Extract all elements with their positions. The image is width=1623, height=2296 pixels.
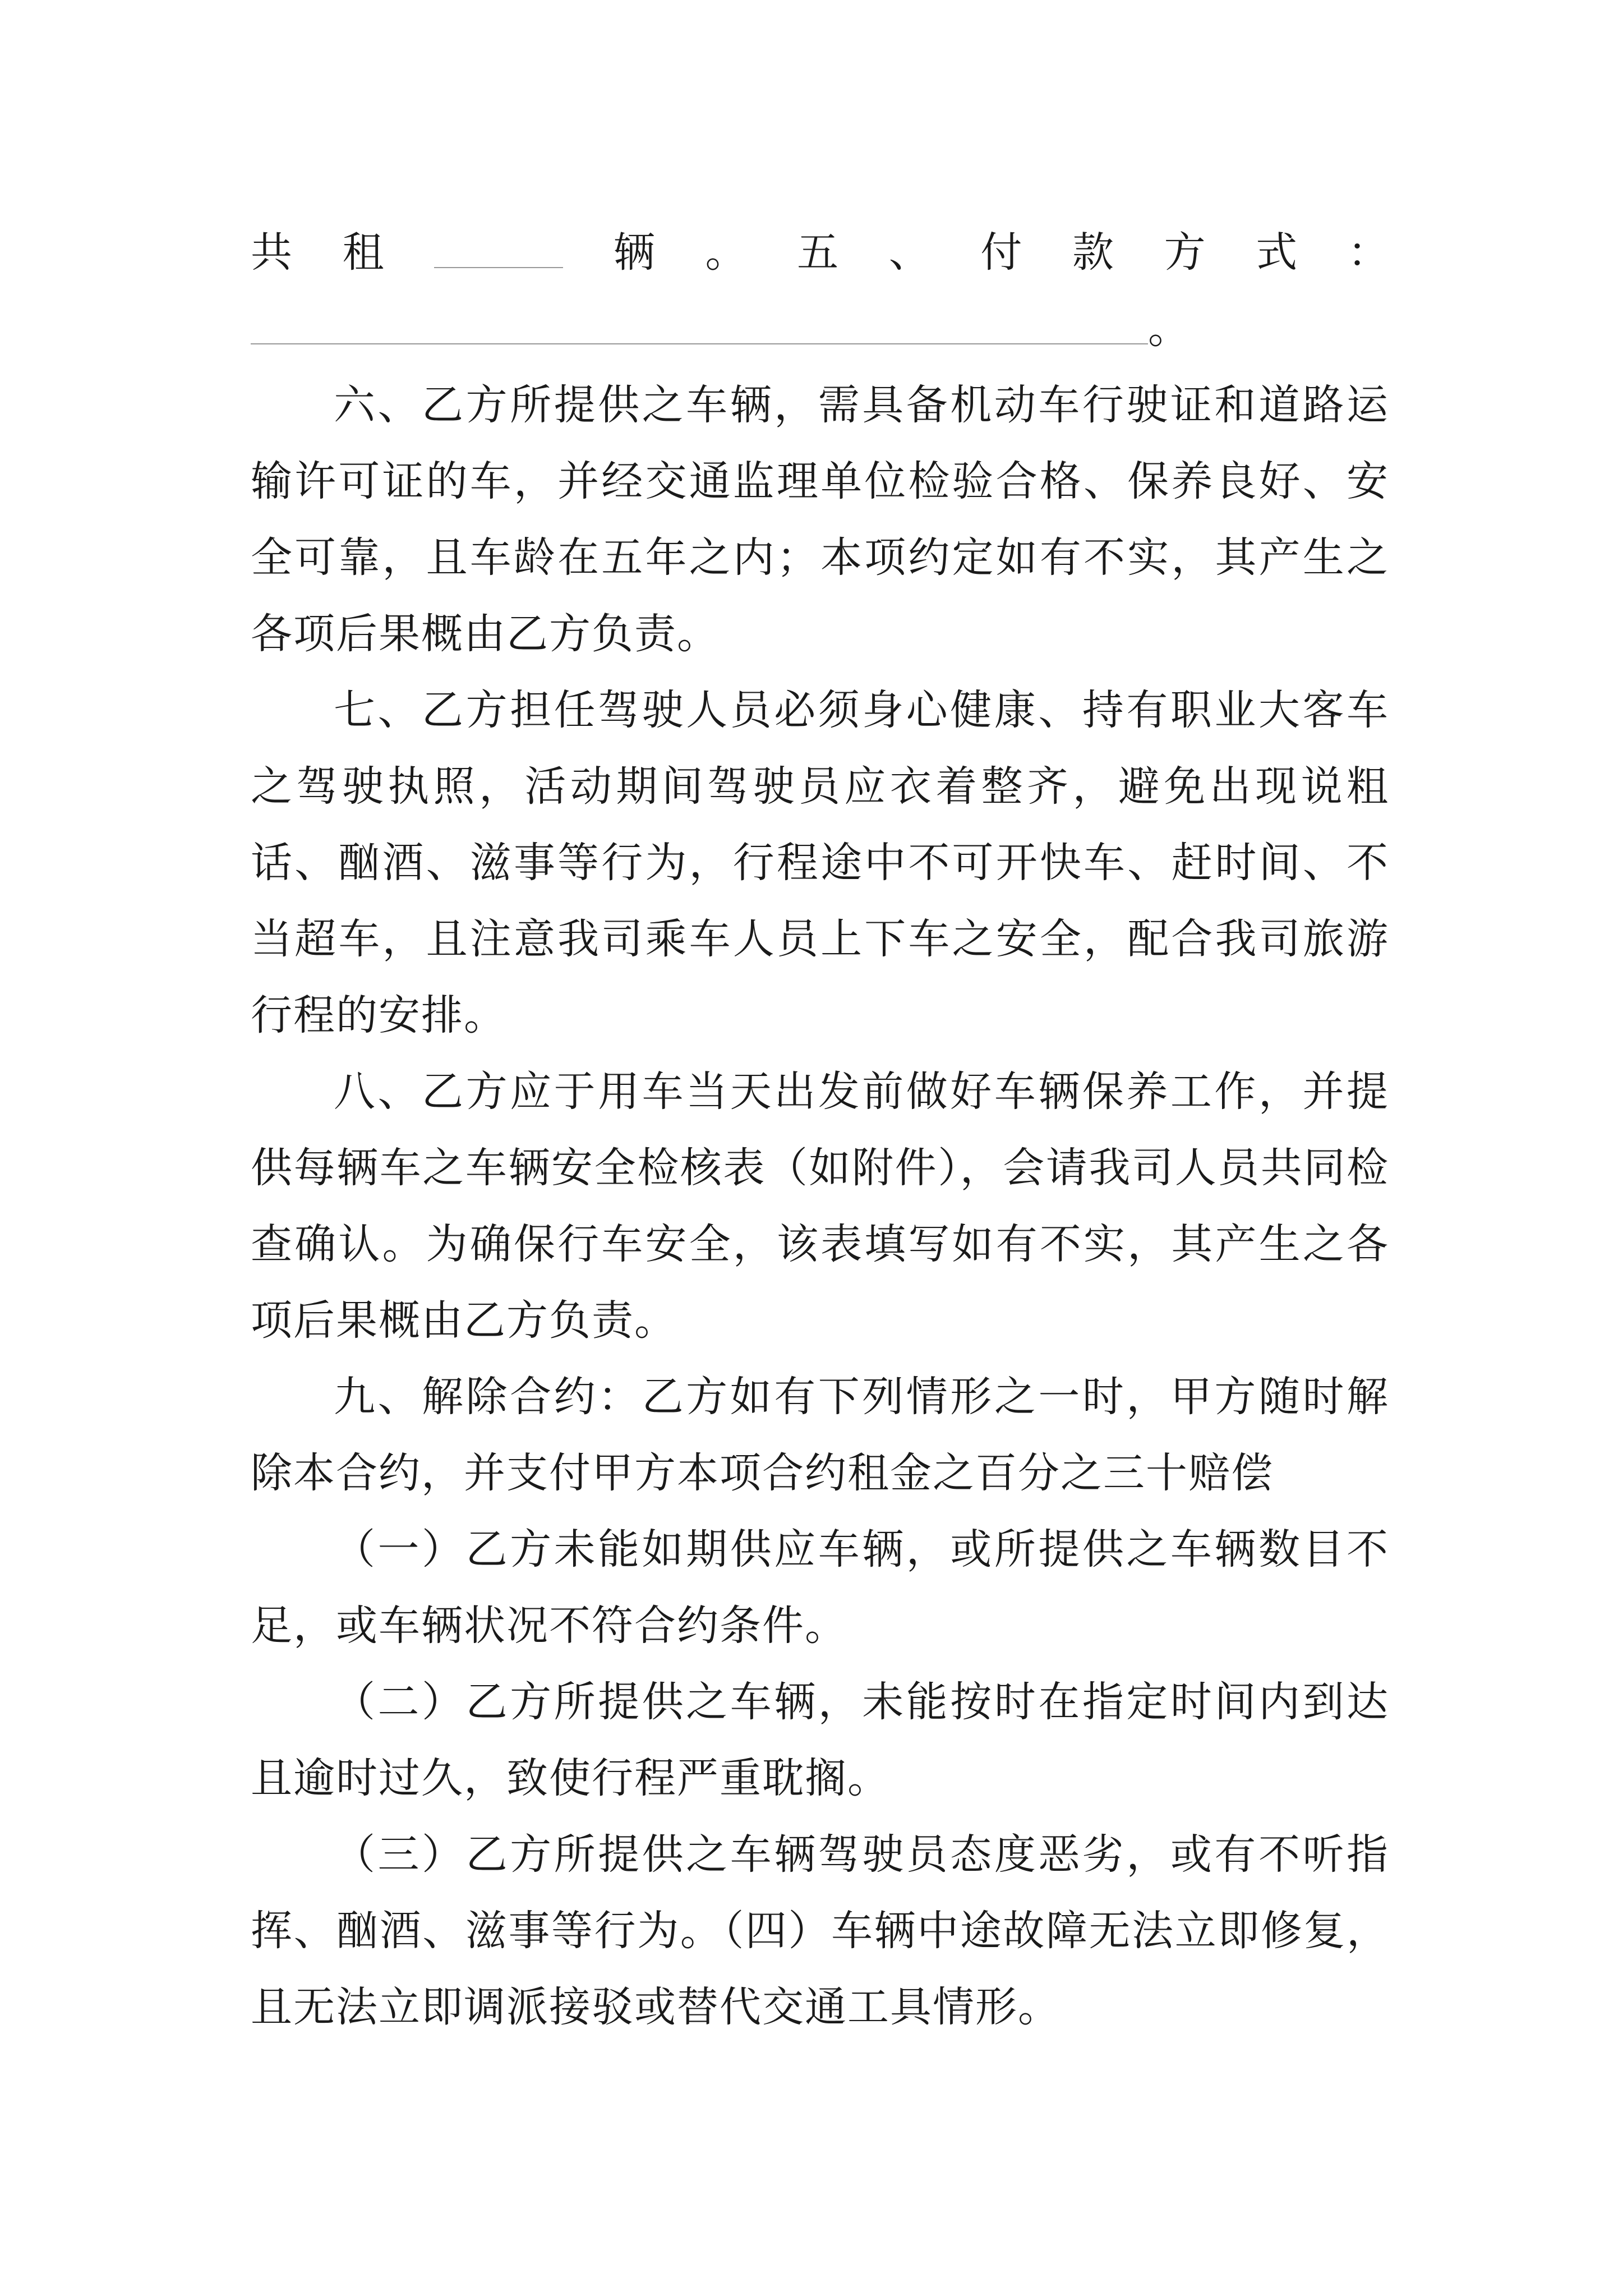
- clause-9-item-1: （一）乙方未能如期供应车辆，或所提供之车辆数目不足，或车辆状况不符合约条件。: [251, 1525, 1389, 1650]
- text-char: 款: [1072, 228, 1114, 277]
- text-char: 方: [1164, 228, 1206, 277]
- text-char: 共: [251, 228, 292, 277]
- text-char: 付: [980, 228, 1022, 277]
- text-char: ：: [1347, 228, 1389, 277]
- payment-method-blank[interactable]: [251, 343, 1148, 344]
- clause-7: 七、乙方担任驾驶人员必须身心健康、持有职业大客车之驾驶执照，活动期间驾驶员应衣着整齐，避免出现说粗话、酗酒、滋事等行为，行程途中不可开快车、赶时间、不当超车，且注意我司乘车人员上下车之安全，配合我司旅游行程的安排。: [251, 686, 1389, 1039]
- contract-body: [251, 367, 1389, 2045]
- payment-method-line: [251, 291, 1189, 367]
- text-char: 、: [888, 228, 930, 277]
- rental-count-line: [251, 214, 1389, 291]
- text-char: 五: [797, 228, 839, 277]
- text-char: 式: [1256, 228, 1298, 277]
- vehicle-count-blank[interactable]: [434, 267, 563, 268]
- clause-8: 八、乙方应于用车当天出发前做好车辆保养工作，并提供每辆车之车辆安全检核表（如附件），会请我司人员共同检查确认。为确保行车安全，该表填写如有不实，其产生之各项后果概由乙方负责。: [251, 1068, 1389, 1345]
- clause-9-item-2: （二）乙方所提供之车辆，未能按时在指定时间内到达且逾时过久，致使行程严重耽搁。: [251, 1678, 1389, 1802]
- text-char: 租: [342, 228, 384, 277]
- clause-9: 九、解除合约：乙方如有下列情形之一时，甲方随时解除本合约，并支付甲方本项合约租金之百分之三十赔偿: [251, 1373, 1389, 1497]
- text-char: 辆: [613, 228, 655, 277]
- clause-9-item-3: （三）乙方所提供之车辆驾驶员态度恶劣，或有不听指挥、酗酒、滋事等行为。（四）车辆中途故障无法立即修复，且无法立即调派接驳或替代交通工具情形。: [251, 1830, 1389, 2031]
- clause-6: 六、乙方所提供之车辆，需具备机动车行驶证和道路运输许可证的车，并经交通监理单位检验合格、保养良好、安全可靠，且车龄在五年之内；本项约定如有不实，其产生之各项后果概由乙方负责。: [251, 381, 1389, 658]
- period: 。: [1148, 305, 1189, 353]
- text-char: 。: [705, 228, 747, 277]
